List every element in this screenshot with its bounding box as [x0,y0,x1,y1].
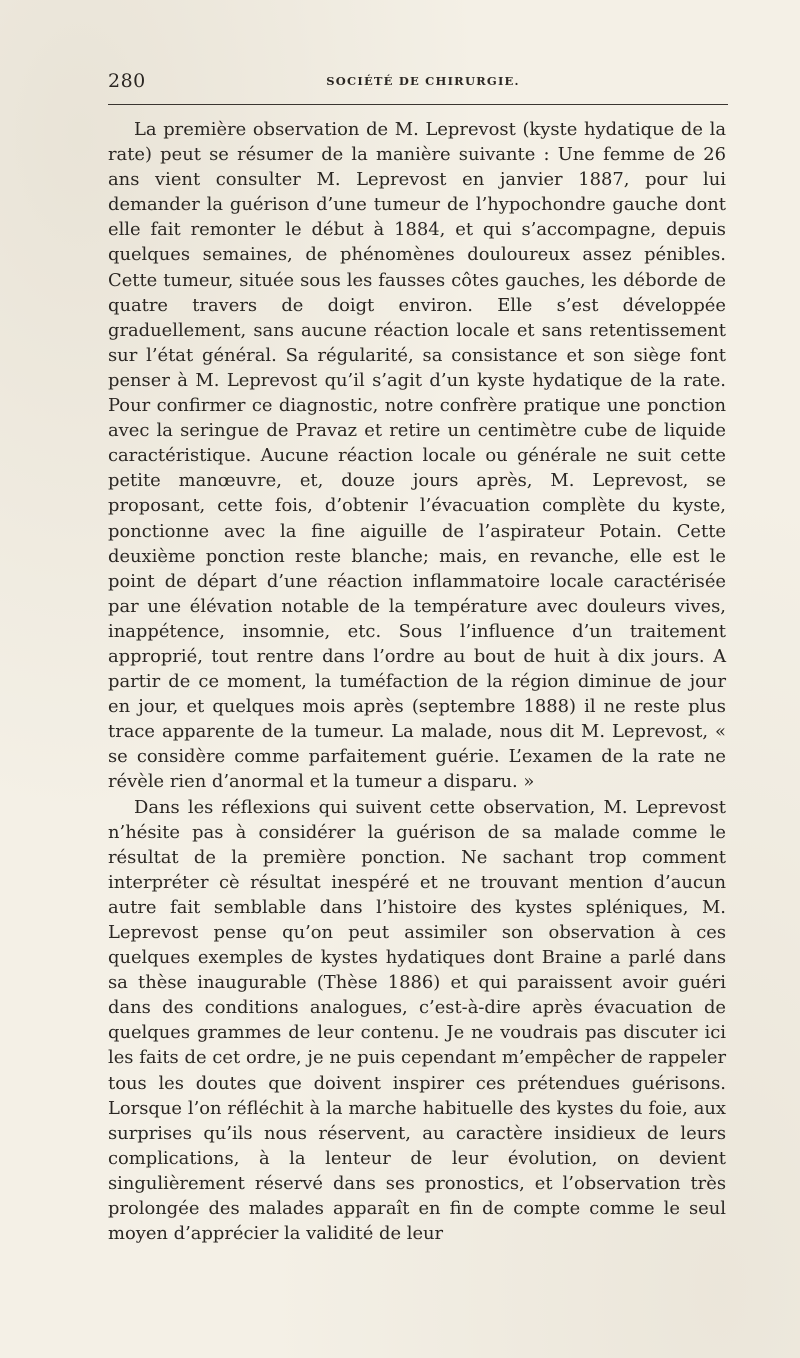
running-title: SOCIÉTÉ DE CHIRURGIE. [326,74,520,88]
paragraph: La première observation de M. Leprevost (kyste hydatique de la rate) peut se résumer de la manière suivante : Une femme de 26 ans vient consulter M. Leprevost en janvier 1887, pour lui demander la guérison d’une tumeur de l’hypochondre gauche dont elle fait remonter le début à 1884, et qui s’accompagne, depuis quelques semaines, de phénomènes douloureux assez pénibles. Cette tumeur, située sous les fausses côtes gauches, les déborde de quatre travers de doigt environ. Elle s’est développée graduellement, sans aucune réaction locale et sans retentissement sur l’état général. Sa régularité, sa consistance et son siège font penser à M. Leprevost qu’il s’agit d’un kyste hydatique de la rate. Pour confirmer ce diagnostic, notre confrère pratique une ponction avec la seringue de Pravaz et retire un centimètre cube de liquide caractéristique. Aucune réaction locale ou générale ne suit cette petite manœuvre, et, douze jours après, M. Leprevost, se proposant, cette fois, d’obtenir l’évacuation complète du kyste, ponctionne avec la fine aiguille de l’aspirateur Potain. Cette deuxième ponction reste blanche; mais, en revanche, elle est le point de départ d’une réaction inflammatoire locale caractérisée par une élévation notable de la température avec douleurs vives, inappétence, insomnie, etc. Sous l’influence d’un traitement approprié, tout rentre dans l’ordre au bout de huit à dix jours. A partir de ce moment, la tuméfaction de la région diminue de jour en jour, et quelques mois après (septembre 1888) il ne reste plus trace apparente de la tumeur. La malade, nous dit M. Leprevost, « se considère comme parfaitement guérie. L’examen de la rate ne révèle rien d’anormal et la tumeur a disparu. » [108,119,726,793]
header-rule [108,104,728,105]
page-header [108,70,728,100]
body-text [108,117,726,1246]
page-number: 280 [108,70,146,92]
paragraph: Dans les réflexions qui suivent cette observation, M. Leprevost n’hésite pas à considérer la guérison de sa malade comme le résultat de la première ponction. Ne sachant trop comment interpréter cè résultat inespéré et ne trouvant mention d’aucun autre fait semblable dans l’histoire des kystes spléniques, M. Leprevost pense qu’on peut assimiler son observation à ces quelques exemples de kystes hydatiques dont Braine a parlé dans sa thèse inaugurable (Thèse 1886) et qui paraissent avoir guéri dans des conditions analogues, c’est-à-dire après évacuation de quelques grammes de leur contenu. Je ne voudrais pas discuter ici les faits de cet ordre, je ne puis cependant m’empêcher de rappeler tous les doutes que doivent inspirer ces prétendues guérisons. Lorsque l’on réfléchit à la marche habituelle des kystes du foie, aux surprises qu’ils nous réservent, au caractère insidieux de leurs complications, à la lenteur de leur évolution, on devient singulièrement réservé dans ses pronostics, et l’observation très prolongée des malades apparaît en fin de compte comme le seul moyen d’apprécier la validité de leur [108,796,726,1245]
